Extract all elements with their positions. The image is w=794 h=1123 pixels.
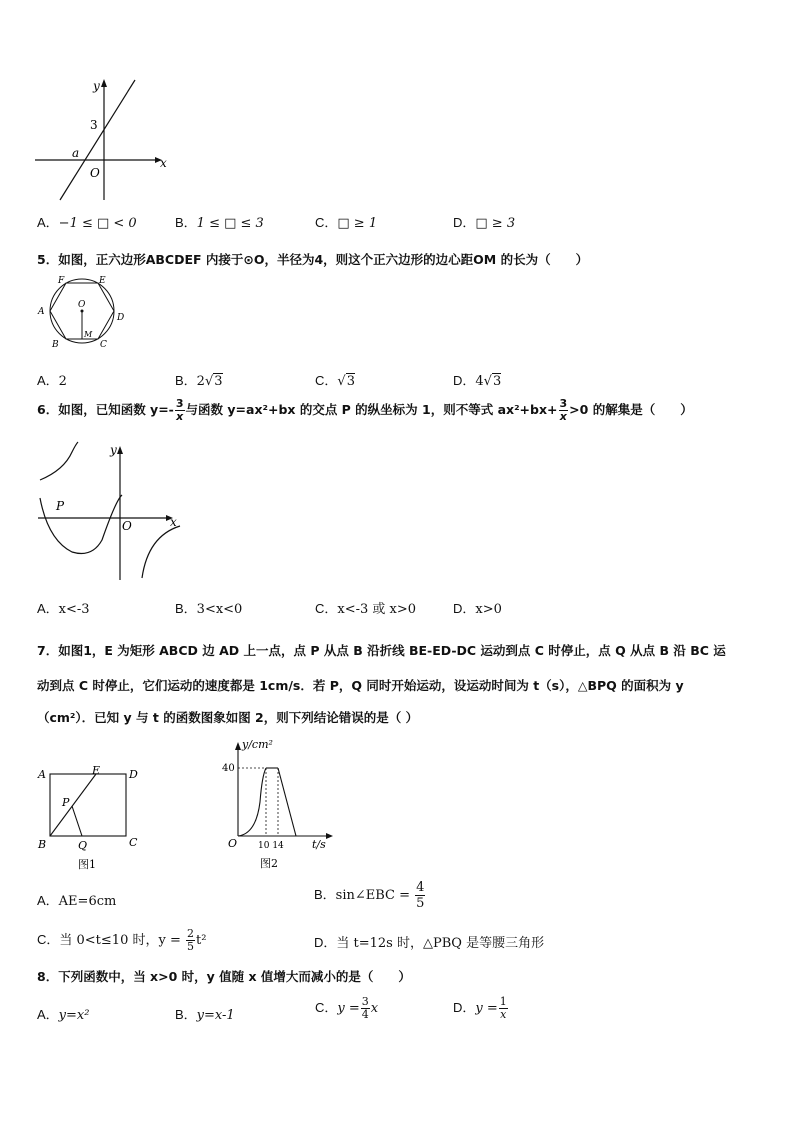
q4-option-c[interactable]: C．□ ≥ 1	[315, 215, 378, 231]
q7-option-d[interactable]: D．当 t=12s 时，△PBQ 是等腰三角形	[314, 935, 545, 951]
q6-option-d[interactable]: D．x>0	[453, 601, 502, 617]
q6-graph	[34, 440, 184, 582]
q5-label-D: D	[117, 313, 125, 323]
q7-option-c[interactable]: C．当 0<t≤10 时，y = $\frac{2}{5}$ t²	[37, 927, 207, 953]
q4-option-b[interactable]: B．1 ≤ □ ≤ 3	[175, 215, 264, 231]
q5-label-E: E	[99, 276, 106, 286]
q8-option-b[interactable]: B．y=x-1	[175, 1007, 235, 1023]
q6-y-label: y	[110, 443, 117, 457]
q5-label-M: M	[84, 330, 93, 339]
q4-options	[37, 212, 777, 232]
q7-stem-line1: 7．如图1，E 为矩形 ABCD 边 AD 上一点，点 P 从点 B 沿折线 BE-ED-DC 运动到点 C 时停止，点 Q 从点 B 沿 BC 运	[37, 643, 726, 658]
q7-fig1-label-E: E	[92, 764, 101, 777]
q6-stem: 6．如图，已知函数 y=- $\frac{3}{x}$ 与函数 y=ax²+bx 的交点 P 的纵坐标为 1，则不等式 ax²+bx+ $\frac{3}{x}$ >0 的解集是（ ）	[37, 397, 693, 423]
q8-option-a[interactable]: A．y=x²	[37, 1007, 90, 1023]
q4-a-label: a	[72, 146, 80, 160]
q4-x-label: x	[160, 156, 167, 170]
q7-fig1-label-C: C	[129, 836, 138, 849]
q7-option-b[interactable]: B．sin∠EBC = $\frac{4}{5}$	[314, 880, 425, 911]
q4-origin-label: O	[90, 166, 100, 180]
q5-label-F: F	[58, 276, 65, 286]
q7-fig2-x-ticks: 10 14	[258, 841, 284, 851]
q7-fig2-y-tick: 40	[222, 763, 235, 774]
q5-label-A: A	[38, 307, 45, 317]
q7-fig1-label-D: D	[129, 768, 138, 781]
q4-option-d[interactable]: D．□ ≥ 3	[453, 215, 516, 231]
q5-hexagon-figure	[34, 275, 134, 351]
q7-fig1-label-P: P	[62, 796, 70, 809]
q5-option-c[interactable]: C．√3	[315, 373, 355, 389]
q8-options	[37, 996, 777, 1032]
q7-fig2-x-label: t/s	[312, 838, 326, 851]
q6-option-a[interactable]: A．x<-3	[37, 601, 90, 617]
q7-fig1-label-Q: Q	[78, 839, 88, 852]
q5-option-a[interactable]: A．2	[37, 373, 67, 389]
q5-stem: 5．如图，正六边形ABCDEF 内接于⊙O，半径为4，则这个正六边形的边心距OM 的长为（ ）	[37, 252, 589, 267]
q5-options	[37, 370, 777, 390]
q6-origin-label: O	[122, 519, 132, 533]
q7-stem-line2: 动到点 C 时停止，它们运动的速度都是 1cm/s．若 P，Q 同时开始运动，设运动时间为 t（s），△BPQ 的面积为 y	[37, 678, 684, 693]
q7-option-a[interactable]: A．AE=6cm	[37, 893, 117, 909]
q5-label-C: C	[100, 340, 107, 350]
q8-option-c[interactable]: C．y = $\frac{3}{4}$ x	[315, 995, 379, 1021]
q7-fig2-y-label: y/cm²	[242, 738, 273, 751]
q7-fig2-caption: 图2	[260, 857, 278, 870]
q8-option-d[interactable]: D．y = $\frac{1}{x}$	[453, 995, 507, 1021]
q5-label-B: B	[52, 340, 59, 350]
q6-p-label: P	[56, 499, 65, 513]
q7-fig2-origin: O	[228, 837, 238, 850]
q4-option-a[interactable]: A．−1 ≤ □ < 0	[37, 215, 137, 231]
q6-option-b[interactable]: B．3<x<0	[175, 601, 243, 617]
sqrt-icon: √	[337, 374, 346, 389]
q6-options	[37, 598, 777, 618]
q4-y-label: y	[93, 79, 100, 93]
q4-graph	[30, 75, 180, 205]
q7-fig1-label-B: B	[38, 838, 47, 851]
q5-option-d[interactable]: D．4√3	[453, 373, 502, 389]
q8-stem: 8．下列函数中，当 x>0 时，y 值随 x 值增大而减小的是（ ）	[37, 969, 411, 984]
q7-fig1-caption: 图1	[78, 858, 96, 871]
q5-option-b[interactable]: B．2√3	[175, 373, 223, 389]
sqrt-icon: √	[483, 374, 492, 389]
q6-option-c[interactable]: C．x<-3 或 x>0	[315, 601, 417, 617]
q7-figure-1	[34, 760, 149, 875]
q7-fig1-label-A: A	[38, 768, 46, 781]
q6-x-label: x	[170, 515, 177, 529]
sqrt-icon: √	[204, 374, 214, 389]
q4-intercept-label: 3	[90, 118, 98, 132]
q7-figure-2	[222, 736, 342, 874]
q7-stem-line3: （cm²）．已知 y 与 t 的函数图象如图 2，则下列结论错误的是（ ）	[37, 710, 419, 725]
q5-label-O: O	[78, 300, 86, 310]
